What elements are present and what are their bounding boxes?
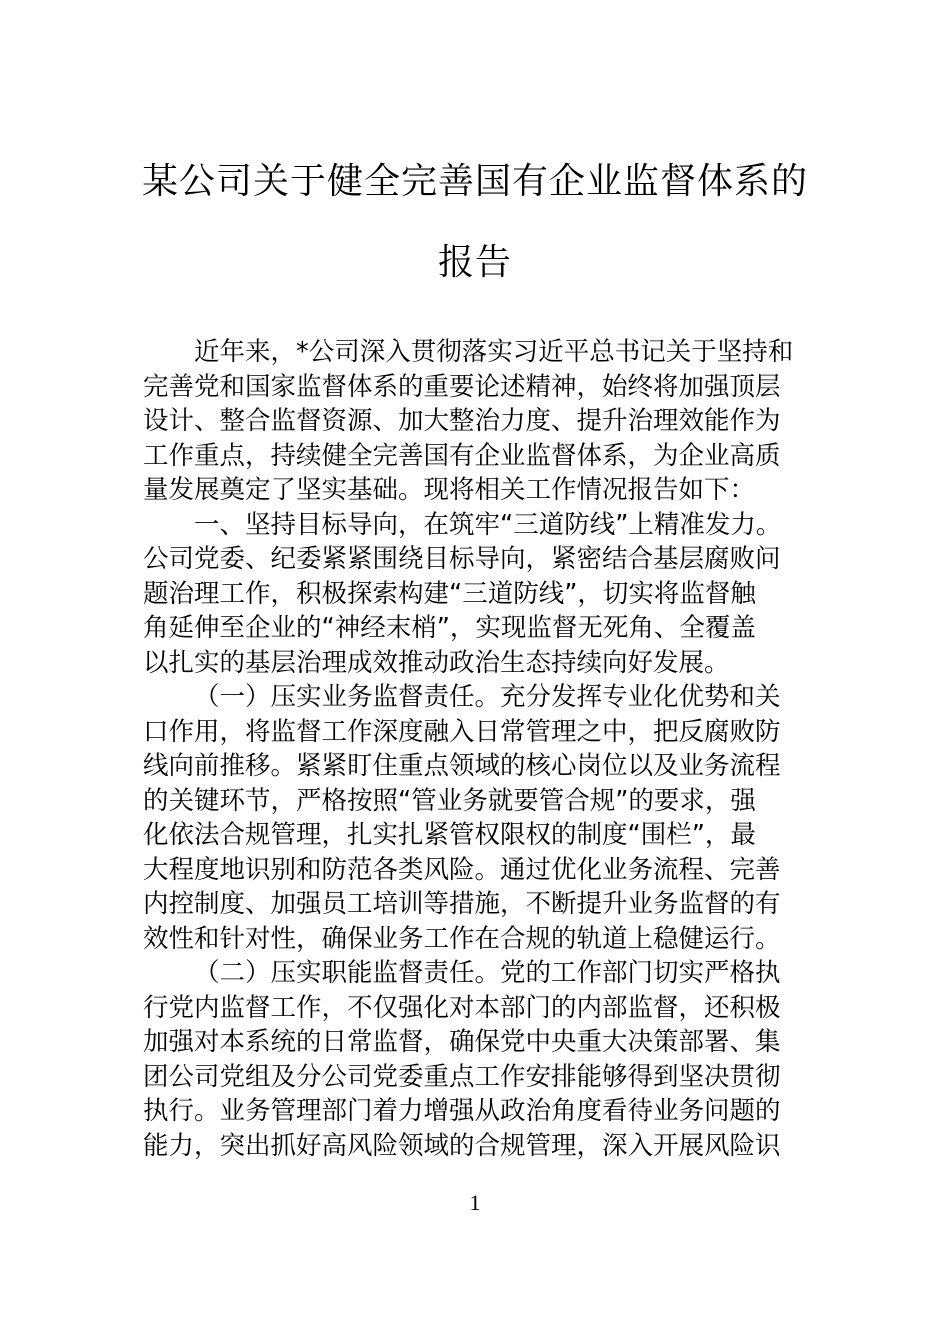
body-text-line: 公司党委、纪委紧紧围绕目标导向，紧密结合基层腐败问 (143, 544, 781, 574)
body-text-line: 一、坚持目标导向，在筑牢“三道防线”上精准发力。 (194, 509, 782, 540)
document-title (0, 160, 950, 285)
title-line-1: 某公司关于健全完善国有企业监督体系的 (141, 161, 808, 202)
body-text-line: 工作重点，持续健全完善国有企业监督体系，为企业高质 (143, 440, 781, 471)
body-text-line: 完善党和国家监督体系的重要论述精神，始终将加强顶层 (143, 371, 781, 402)
body-text-line: 口作用，将监督工作深度融入日常管理之中，把反腐败防 (143, 716, 781, 747)
body-text-line: 题治理工作，积极探索构建“三道防线”，切实将监督触 (143, 578, 756, 609)
body-text-line: 的关键环节，严格按照“管业务就要管合规”的要求，强 (143, 785, 756, 816)
body-text-line: 近年来，*公司深入贯彻落实习近平总书记关于坚持和 (194, 337, 794, 367)
document-body (143, 335, 811, 1163)
body-text-line: 量发展奠定了坚实基础。现将相关工作情况报告如下： (143, 475, 756, 505)
body-text-line: 能力，突出抓好高风险领域的合规管理，深入开展风险识 (143, 1130, 781, 1161)
body-text-line: 团公司党组及分公司党委重点工作安排能够得到坚决贯彻 (143, 1061, 781, 1092)
body-text-line: 执行。业务管理部门着力增强从政治角度看待业务问题的 (143, 1096, 781, 1126)
body-text-line: 内控制度、加强员工培训等措施，不断提升业务监督的有 (143, 889, 781, 919)
title-line-2: 报告 (437, 242, 512, 283)
body-text-line: 行党内监督工作，不仅强化对本部门的内部监督，还积极 (143, 992, 781, 1023)
body-text-line: 加强对本系统的日常监督，确保党中央重大决策部署、集 (143, 1027, 781, 1057)
page-number: 1 (469, 1190, 481, 1215)
body-text-line: 效性和针对性，确保业务工作在合规的轨道上稳健运行。 (143, 923, 781, 954)
body-text-line: 大程度地识别和防范各类风险。通过优化业务流程、完善 (143, 854, 781, 885)
body-text-line: 角延伸至企业的“神经末梢”，实现监督无死角、全覆盖 (143, 613, 756, 643)
body-text-line: 设计、整合监督资源、加大整治力度、提升治理效能作为 (143, 406, 781, 436)
body-text-line: 化依法合规管理，扎实扎紧管权限权的制度“围栏”，最 (143, 820, 756, 850)
body-text-line: （一）压实业务监督责任。充分发挥专业化优势和关 (194, 682, 781, 712)
body-text-line: 以扎实的基层治理成效推动政治生态持续向好发展。 (143, 647, 730, 678)
body-text-line: 线向前推移。紧紧盯住重点领域的核心岗位以及业务流程 (143, 751, 781, 781)
body-text-line: （二）压实职能监督责任。党的工作部门切实严格执 (194, 958, 781, 988)
